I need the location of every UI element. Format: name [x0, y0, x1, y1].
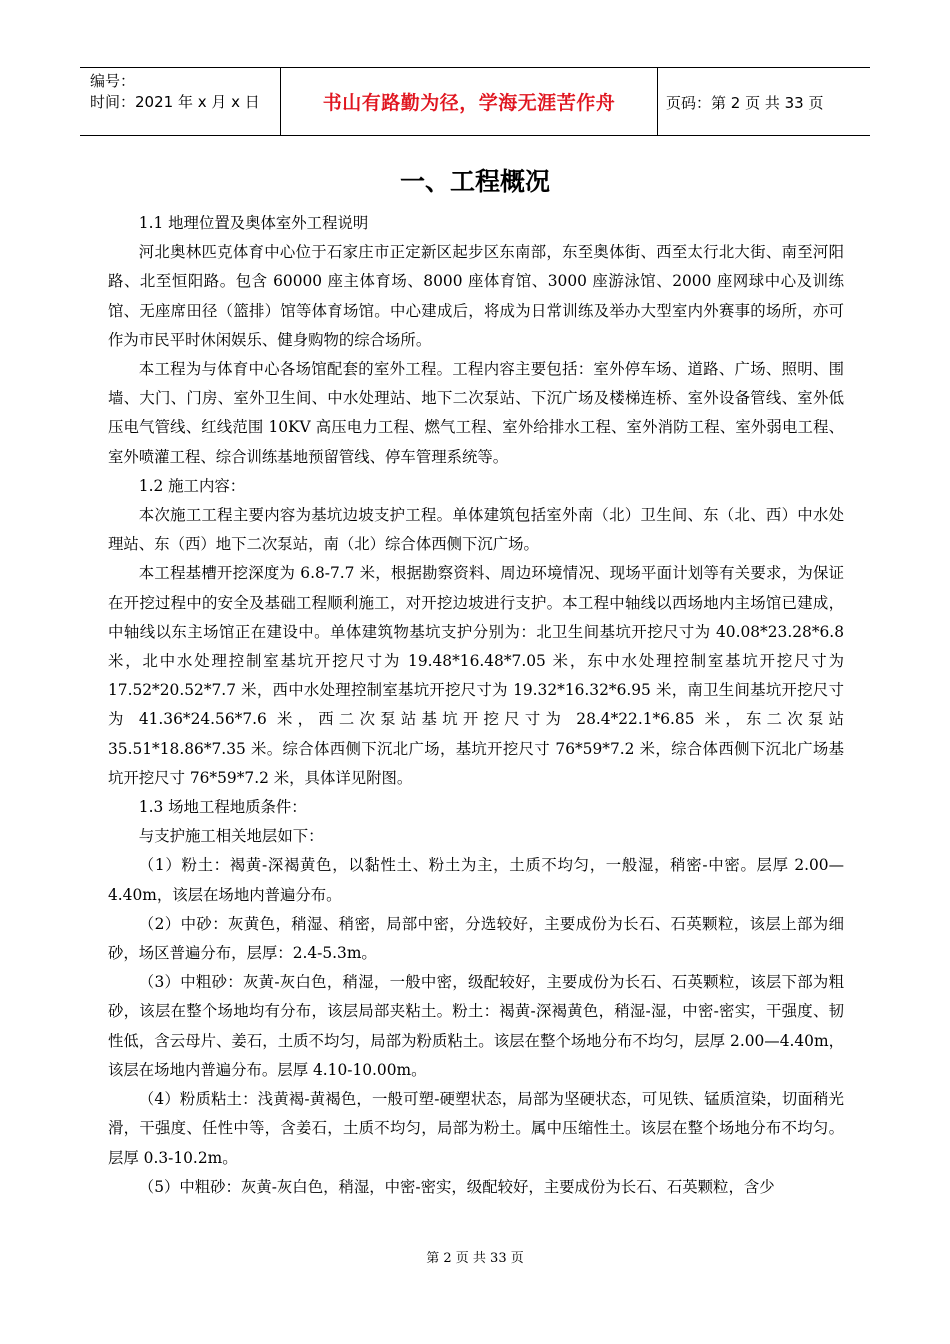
header-meta — [90, 71, 260, 113]
paragraph-layer-5: （5）中粗砂：灰黄-灰白色，稍湿，中密-密实，级配较好，主要成份为长石、石英颗粒，含少 — [138, 1177, 775, 1196]
paragraph-location: 河北奥林匹克体育中心位于石家庄市正定新区起步区东南部，东至奥体街、西至太行北大街、南至河阳路、北至恒阳路。包含 60000 座主体育场、8000 座体育馆、3000 座游泳馆、2000 座网球中心及训练馆、无座席田径（篮排）馆等体育场馆。中心建成后，将成为日常训练及举办大型室内外赛事的场所，亦可作为市民平时休闲娱乐、健身购物的综合场所。 — [108, 243, 844, 349]
paragraph-1-1-heading: 1.1 地理位置及奥体室外工程说明 — [138, 214, 369, 232]
paragraph-layer-2: （2）中砂：灰黄色，稍湿、稍密，局部中密，分选较好，主要成份为长石、石英颗粒，该层上部为细砂，场区普遍分布，层厚：2.4-5.3m。 — [108, 914, 844, 963]
date-label: 时间：2021 年 x 月 x 日 — [90, 93, 260, 111]
serial-label: 编号： — [90, 72, 136, 90]
header-divider-right — [657, 67, 658, 135]
paragraph-1-2-heading: 1.2 施工内容： — [138, 476, 246, 495]
document-body — [108, 209, 844, 1202]
header-page-info: 页码：第 2 页 共 33 页 — [666, 94, 824, 112]
page-footer: 第 2 页 共 33 页 — [426, 1251, 524, 1266]
paragraph-layer-1: （1）粉土：褐黄-深褐黄色，以黏性土、粉土为主，土质不均匀，一般湿，稍密-中密。层厚 2.00—4.40m，该层在场地内普遍分布。 — [108, 856, 844, 904]
paragraph-layer-3: （3）中粗砂：灰黄-灰白色，稍湿，一般中密，级配较好，主要成份为长石、石英颗粒，该层下部为粗砂，该层在整个场地均有分布，该层局部夹粘土。粉土：褐黄-深褐黄色，稍湿-湿，中密-密实，干强度、韧性低，含云母片、姜石，土质不均匀，局部为粉质粘土。该层在整个场地分布不均匀，层厚 2.00—4.40m，该层在场地内普遍分布。层厚 4.10-10.00m。 — [108, 973, 844, 1079]
header-motto: 书山有路勤为径，学海无涯苦作舟 — [322, 92, 616, 114]
header-bottom-rule — [80, 135, 870, 136]
paragraph-layer-4: （4）粉质粘土：浅黄褐-黄褐色，一般可塑-硬塑状态，局部为坚硬状态，可见铁、锰质渲染，切面稍光滑，干强度、任性中等，含姜石，土质不均匀，局部为粉土。属中压缩性土。该层在整个场地分布不均匀。层厚 0.3-10.2m。 — [108, 1090, 844, 1167]
header-top-rule — [80, 67, 870, 68]
paragraph-excavation: 本工程基槽开挖深度为 6.8-7.7 米，根据勘察资料、周边环境情况、现场平面计划等有关要求，为保证在开挖过程中的安全及基础工程顺利施工，对开挖边坡进行支护。本工程中轴线以西场地内主场馆已建成，中轴线以东主场馆正在建设中。单体建筑物基坑支护分别为：北卫生间基坑开挖尺寸为 40.08*23.28*6.8 米，北中水处理控制室基坑开挖尺寸为 19.48*16.48*7.05 米，东中水处理控制室基坑开挖尺寸为 17.52*20.52*7.7 米，西中水处理控制室基坑开挖尺寸为 19.32*16.32*6.95 米，南卫生间基坑开挖尺寸为 41.36*24.56*7.6 米，西二次泵站基坑开挖尺寸为 28.4*22.1*6.85 米，东二次泵站 35.51*18.86*7.35 米。综合体西侧下沉北广场，基坑开挖尺寸 76*59*7.2 米，综合体西侧下沉北广场基坑开挖尺寸 76*59*7.2 米，具体详见附图。 — [108, 564, 844, 787]
paragraph-scope: 本工程为与体育中心各场馆配套的室外工程。工程内容主要包括：室外停车场、道路、广场、照明、围墙、大门、门房、室外卫生间、中水处理站、地下二次泵站、下沉广场及楼梯连桥、室外设备管线、室外低压电气管线、红线范围 10KV 高压电力工程、燃气工程、室外给排水工程、室外消防工程、室外弱电工程、室外喷灌工程、综合训练基地预留管线、停车管理系统等。 — [108, 360, 844, 466]
paragraph-strata-intro: 与支护施工相关地层如下： — [138, 827, 324, 846]
section-title: 一、工程概况 — [399, 167, 550, 196]
paragraph-construction-content: 本次施工工程主要内容为基坑边坡支护工程。单体建筑包括室外南（北）卫生间、东（北、西）中水处理站、东（西）地下二次泵站，南（北）综合体西侧下沉广场。 — [108, 506, 844, 554]
paragraph-1-3-heading: 1.3 场地工程地质条件： — [138, 798, 307, 817]
